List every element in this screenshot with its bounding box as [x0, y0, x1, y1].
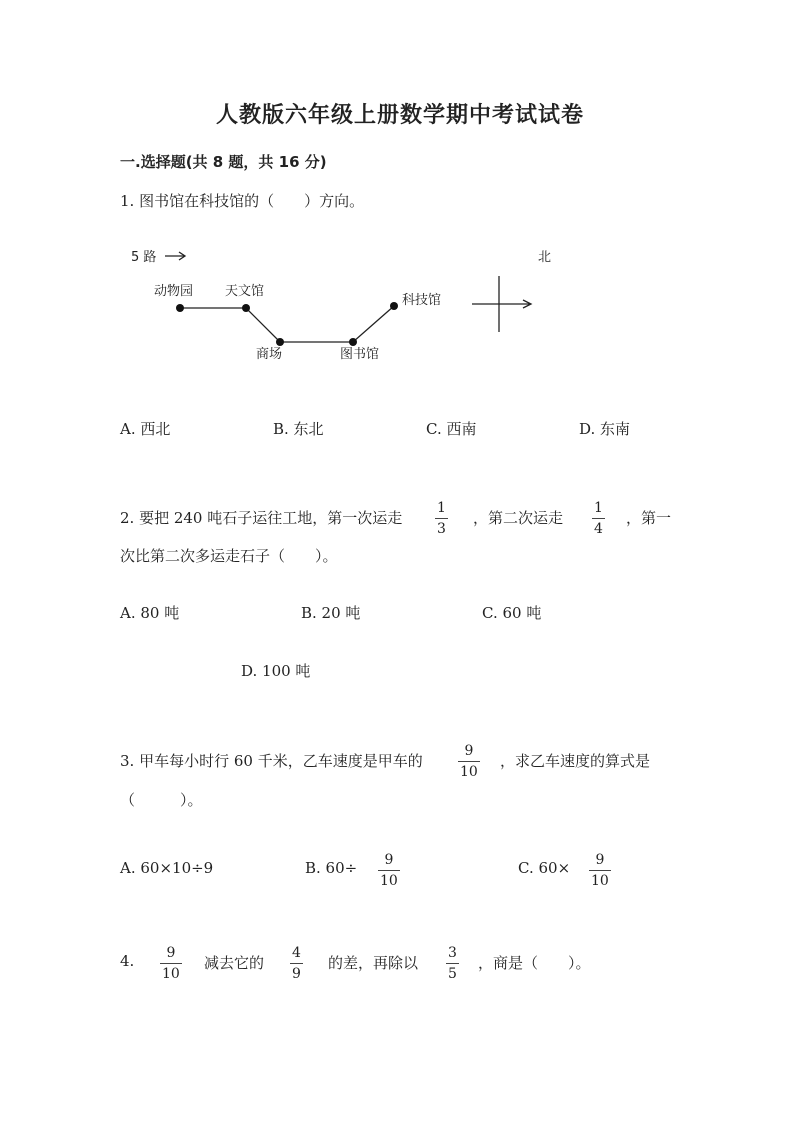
science-museum-point	[390, 302, 398, 310]
place-label: 图书馆	[340, 347, 380, 362]
section-heading: 一.选择题(共 8 题，共 16 分)	[120, 153, 327, 171]
q2-option-a[interactable]: A. 80 吨	[120, 604, 180, 622]
observatory-point	[242, 304, 250, 312]
zoo-point	[176, 304, 184, 312]
map-road-label: 5 路	[131, 250, 157, 265]
compass-icon	[472, 276, 531, 332]
question-4-text: ，商是（ ）。	[478, 954, 591, 972]
q1-option-d[interactable]: D. 东南	[579, 420, 631, 438]
question-4-text: 减去它的	[204, 954, 265, 972]
question-4-number: 4.	[120, 952, 135, 970]
north-label: 北	[538, 250, 552, 265]
mall-point	[276, 338, 284, 346]
question-3-text: 3. 甲车每小时行 60 千米，乙车速度是甲车的	[120, 752, 423, 770]
question-2-text: ，第一	[626, 509, 672, 527]
place-label: 科技馆	[402, 293, 442, 308]
fraction: 9 10	[460, 743, 478, 780]
fraction: 1 4	[594, 500, 603, 537]
place-label: 天文馆	[225, 284, 265, 299]
library-point	[349, 338, 357, 346]
page-title: 人教版六年级上册数学期中考试试卷	[215, 102, 584, 128]
question-2-text: 次比第二次多运走石子（ ）。	[120, 547, 338, 565]
question-3-text: （ ）。	[120, 791, 203, 809]
road-arrow-icon	[165, 252, 185, 260]
fraction: 9 10	[162, 945, 180, 982]
question-2-text: ，第二次运走	[473, 509, 564, 527]
fraction: 3 5	[448, 945, 457, 982]
question-4-text: 的差，再除以	[328, 954, 419, 972]
place-label: 动物园	[154, 284, 194, 299]
question-3-text: ，求乙车速度的算式是	[500, 752, 651, 770]
direction-map	[120, 238, 560, 368]
q3-option-a[interactable]: A. 60×10÷9	[120, 859, 214, 877]
q3-option-b[interactable]: B. 60÷	[305, 859, 358, 877]
q2-option-d[interactable]: D. 100 吨	[241, 662, 311, 680]
fraction: 9 10	[591, 852, 609, 889]
q2-option-c[interactable]: C. 60 吨	[482, 604, 542, 622]
question-1-text: 1. 图书馆在科技馆的（ ）方向。	[120, 192, 365, 210]
fraction: 9 10	[380, 852, 398, 889]
fraction: 1 3	[437, 500, 446, 537]
route-line	[180, 306, 394, 342]
q1-option-b[interactable]: B. 东北	[273, 420, 324, 438]
fraction: 4 9	[292, 945, 301, 982]
place-label: 商场	[256, 347, 283, 362]
q2-option-b[interactable]: B. 20 吨	[301, 604, 361, 622]
question-2-text: 2. 要把 240 吨石子运往工地，第一次运走	[120, 509, 403, 527]
q1-option-a[interactable]: A. 西北	[120, 420, 171, 438]
q1-option-c[interactable]: C. 西南	[426, 420, 477, 438]
q3-option-c[interactable]: C. 60×	[518, 859, 571, 877]
